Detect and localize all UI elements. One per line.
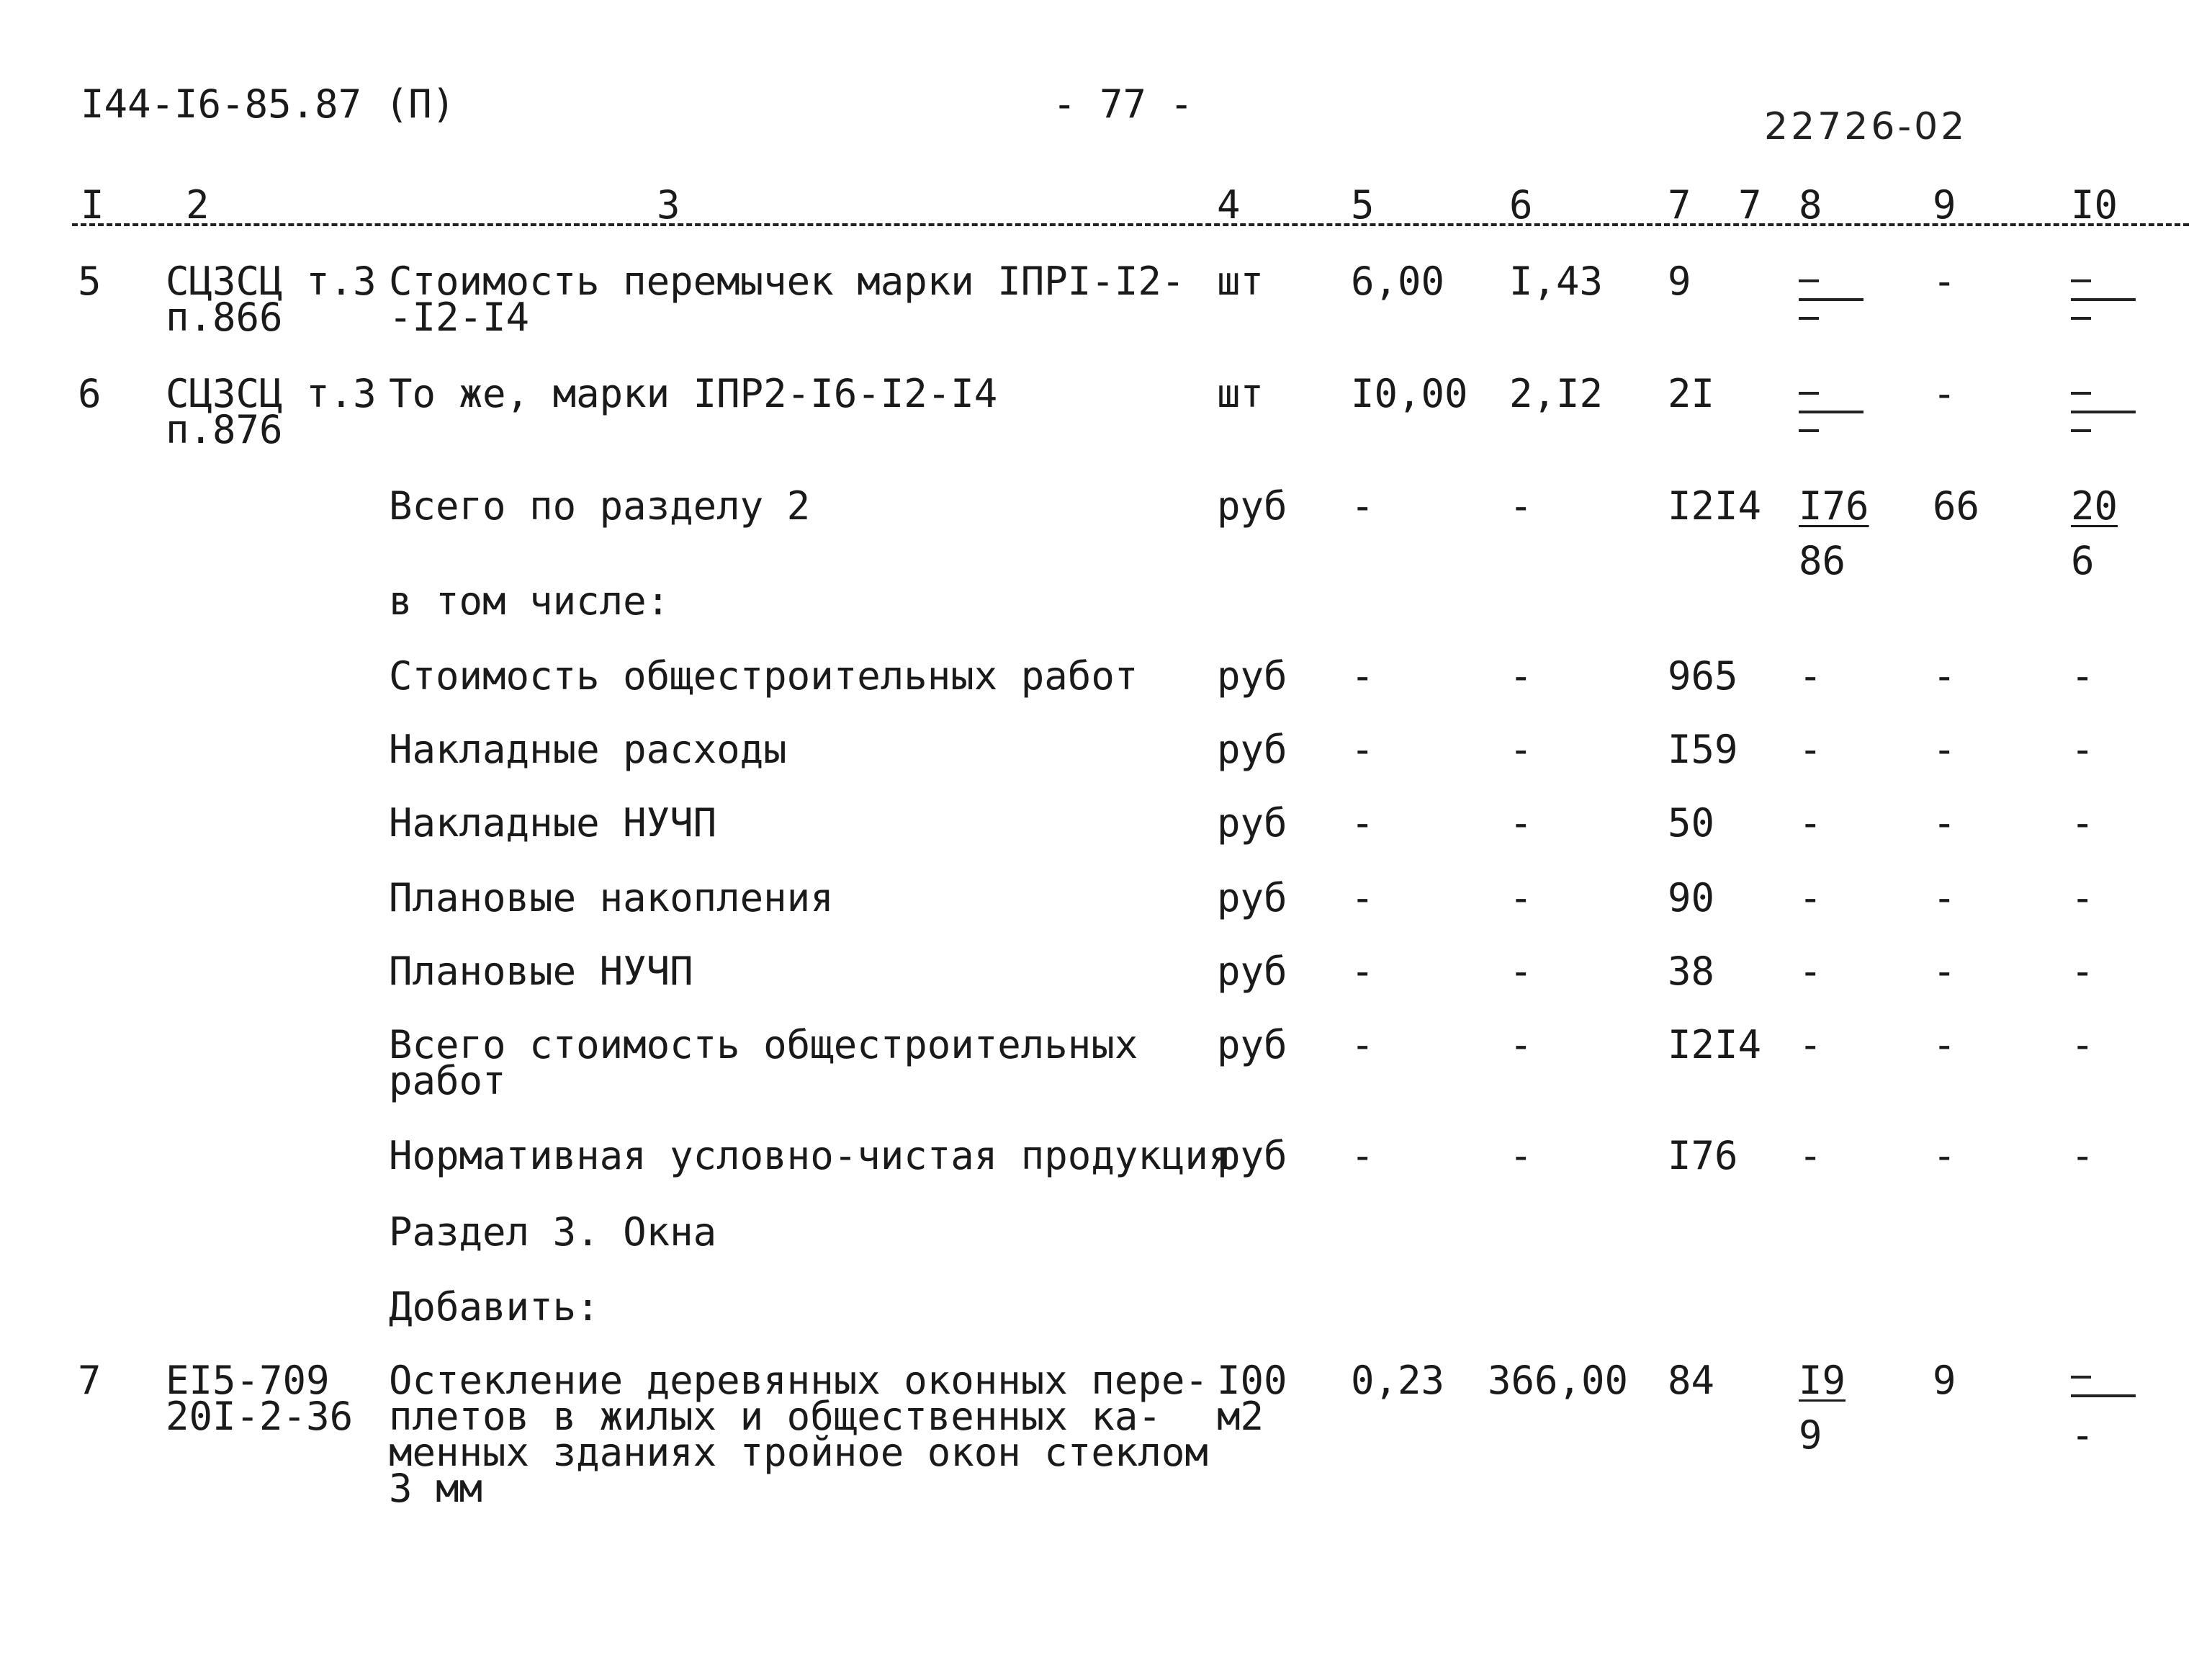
- section-heading: Раздел 3. Окна: [389, 1209, 717, 1255]
- row-col10: -: [2071, 1133, 2095, 1178]
- row-description: Стоимость общестроительных работ: [389, 653, 1138, 699]
- row-col6: -: [1509, 653, 1533, 699]
- row-col10: -: [2071, 1022, 2095, 1067]
- column-header-5: 5: [1351, 182, 1375, 228]
- row-description: -I2-I4: [389, 295, 530, 340]
- column-header-3: 3: [657, 182, 680, 228]
- row-unit: шт: [1217, 259, 1264, 304]
- row-col6: -: [1509, 483, 1533, 529]
- row-col6: -: [1509, 1133, 1533, 1178]
- row-col5: 6,00: [1351, 259, 1445, 304]
- row-col6: 2,I2: [1509, 371, 1604, 416]
- fraction-dash-mark: [2071, 392, 2136, 421]
- row-description: Плановые НУЧП: [389, 949, 693, 994]
- row-col6: -: [1509, 800, 1533, 846]
- row-col8-numerator: I76: [1799, 483, 1869, 529]
- column-header-8: 8: [1799, 182, 1822, 228]
- row-unit: руб: [1217, 727, 1287, 772]
- row-description: Нормативная условно-чистая продукция: [389, 1133, 1232, 1178]
- row-description: Стоимость перемычек марки IПРI-I2-: [389, 259, 1185, 304]
- row-col5: -: [1351, 1133, 1375, 1178]
- row-col9: -: [1933, 653, 1956, 699]
- row-reference: СЦЗСЦ т.3: [166, 371, 377, 416]
- row-col10: -: [2071, 653, 2095, 699]
- fraction-dash-mark: [1799, 279, 1863, 308]
- row-col10-numerator: 20: [2071, 483, 2118, 529]
- row-col8: -: [1799, 800, 1822, 846]
- fraction-dash-mark: [1799, 392, 1863, 421]
- row-col10: -: [2071, 727, 2095, 772]
- row-col8: -: [1799, 653, 1822, 699]
- row-col6: -: [1509, 949, 1533, 994]
- row-unit: руб: [1217, 949, 1287, 994]
- column-header-7: 7: [1668, 182, 1691, 228]
- row-col7: 84: [1668, 1358, 1715, 1403]
- row-col6: -: [1509, 727, 1533, 772]
- row-number: 7: [78, 1358, 102, 1403]
- row-col6: I,43: [1509, 259, 1604, 304]
- row-col6: -: [1509, 875, 1533, 920]
- row-col5: I0,00: [1351, 371, 1468, 416]
- row-col7: 965: [1668, 653, 1738, 699]
- row-reference: 20I-2-36: [166, 1394, 354, 1439]
- row-col5: -: [1351, 949, 1375, 994]
- row-col7: 50: [1668, 800, 1715, 846]
- row-unit: руб: [1217, 800, 1287, 846]
- row-number: 6: [78, 371, 102, 416]
- row-description: Всего стоимость общестроительных: [389, 1022, 1138, 1067]
- row-unit: м2: [1217, 1394, 1264, 1439]
- row-unit: руб: [1217, 653, 1287, 699]
- row-col9: -: [1933, 949, 1956, 994]
- row-col9: -: [1933, 1133, 1956, 1178]
- row-description: 3 мм: [389, 1466, 483, 1511]
- row-col6: -: [1509, 1022, 1533, 1067]
- row-unit: руб: [1217, 1022, 1287, 1067]
- row-col10-denominator: -: [2071, 1412, 2095, 1458]
- column-header-9: 9: [1933, 182, 1956, 228]
- column-header-4: 4: [1217, 182, 1241, 228]
- row-col5: -: [1351, 800, 1375, 846]
- row-description: Всего по разделу 2: [389, 483, 811, 529]
- row-description: Накладные НУЧП: [389, 800, 717, 846]
- row-col9: -: [1933, 1022, 1956, 1067]
- row-col5: 0,23: [1351, 1358, 1445, 1403]
- row-unit: I00: [1217, 1358, 1287, 1403]
- row-description: работ: [389, 1058, 506, 1103]
- row-col8-numerator: I9: [1799, 1358, 1846, 1403]
- row-col5: -: [1351, 483, 1375, 529]
- row-description: Накладные расходы: [389, 727, 787, 772]
- row-col7: 38: [1668, 949, 1715, 994]
- row-col7: 9: [1668, 259, 1691, 304]
- row-col8: -: [1799, 1133, 1822, 1178]
- row-reference: п.876: [166, 407, 283, 452]
- row-col9: 9: [1933, 1358, 1956, 1403]
- column-header-2: 2: [186, 182, 210, 228]
- row-col7: 90: [1668, 875, 1715, 920]
- column-header-6: 6: [1509, 182, 1533, 228]
- row-col7: 2I: [1668, 371, 1715, 416]
- fraction-dash-mark: [2071, 1376, 2136, 1404]
- row-col8: -: [1799, 727, 1822, 772]
- section-subheading: Добавить:: [389, 1284, 600, 1330]
- row-col5: -: [1351, 1022, 1375, 1067]
- row-col9: -: [1933, 259, 1956, 304]
- row-col7: I2I4: [1668, 483, 1762, 529]
- row-col9: 66: [1933, 483, 1980, 529]
- row-col8: -: [1799, 875, 1822, 920]
- column-header-1: I: [81, 182, 104, 228]
- row-col7: I76: [1668, 1133, 1738, 1178]
- row-unit: руб: [1217, 875, 1287, 920]
- row-col9: -: [1933, 727, 1956, 772]
- row-reference: п.866: [166, 295, 283, 340]
- page-number: - 77 -: [1053, 81, 1194, 127]
- row-description: Остекление деревянных оконных пере-: [389, 1358, 1208, 1403]
- header-rule: [72, 223, 2189, 226]
- row-col10: -: [2071, 800, 2095, 846]
- document-code: I44-I6-85.87 (П): [81, 81, 456, 127]
- row-col9: -: [1933, 800, 1956, 846]
- row-reference: EI5-709: [166, 1358, 330, 1403]
- row-col7: I59: [1668, 727, 1738, 772]
- row-col5: -: [1351, 653, 1375, 699]
- row-col8: -: [1799, 1022, 1822, 1067]
- row-col10-denominator: 6: [2071, 538, 2095, 583]
- fraction-dash-mark: [2071, 279, 2136, 308]
- row-unit: шт: [1217, 371, 1264, 416]
- column-header-7b: 7: [1738, 182, 1762, 228]
- column-header-10: I0: [2071, 182, 2118, 228]
- row-col8-denominator: 86: [1799, 538, 1846, 583]
- row-col10: -: [2071, 875, 2095, 920]
- row-col5: -: [1351, 727, 1375, 772]
- row-col6: 366,00: [1488, 1358, 1629, 1403]
- row-col9: -: [1933, 371, 1956, 416]
- row-col8-denominator: 9: [1799, 1412, 1822, 1458]
- row-col8: -: [1799, 949, 1822, 994]
- row-description: плетов в жилых и общественных ка-: [389, 1394, 1161, 1439]
- row-description: менных зданиях тройное окон стеклом: [389, 1430, 1208, 1475]
- row-description: в том числе:: [389, 578, 670, 624]
- handwritten-code: 22726-02: [1764, 105, 1968, 148]
- row-col9: -: [1933, 875, 1956, 920]
- row-reference: СЦЗСЦ т.3: [166, 259, 377, 304]
- row-col5: -: [1351, 875, 1375, 920]
- row-col10: -: [2071, 949, 2095, 994]
- row-description: То же, марки IПР2-I6-I2-I4: [389, 371, 998, 416]
- row-col7: I2I4: [1668, 1022, 1762, 1067]
- row-number: 5: [78, 259, 102, 304]
- row-unit: руб: [1217, 1133, 1287, 1178]
- row-description: Плановые накопления: [389, 875, 834, 920]
- row-unit: руб: [1217, 483, 1287, 529]
